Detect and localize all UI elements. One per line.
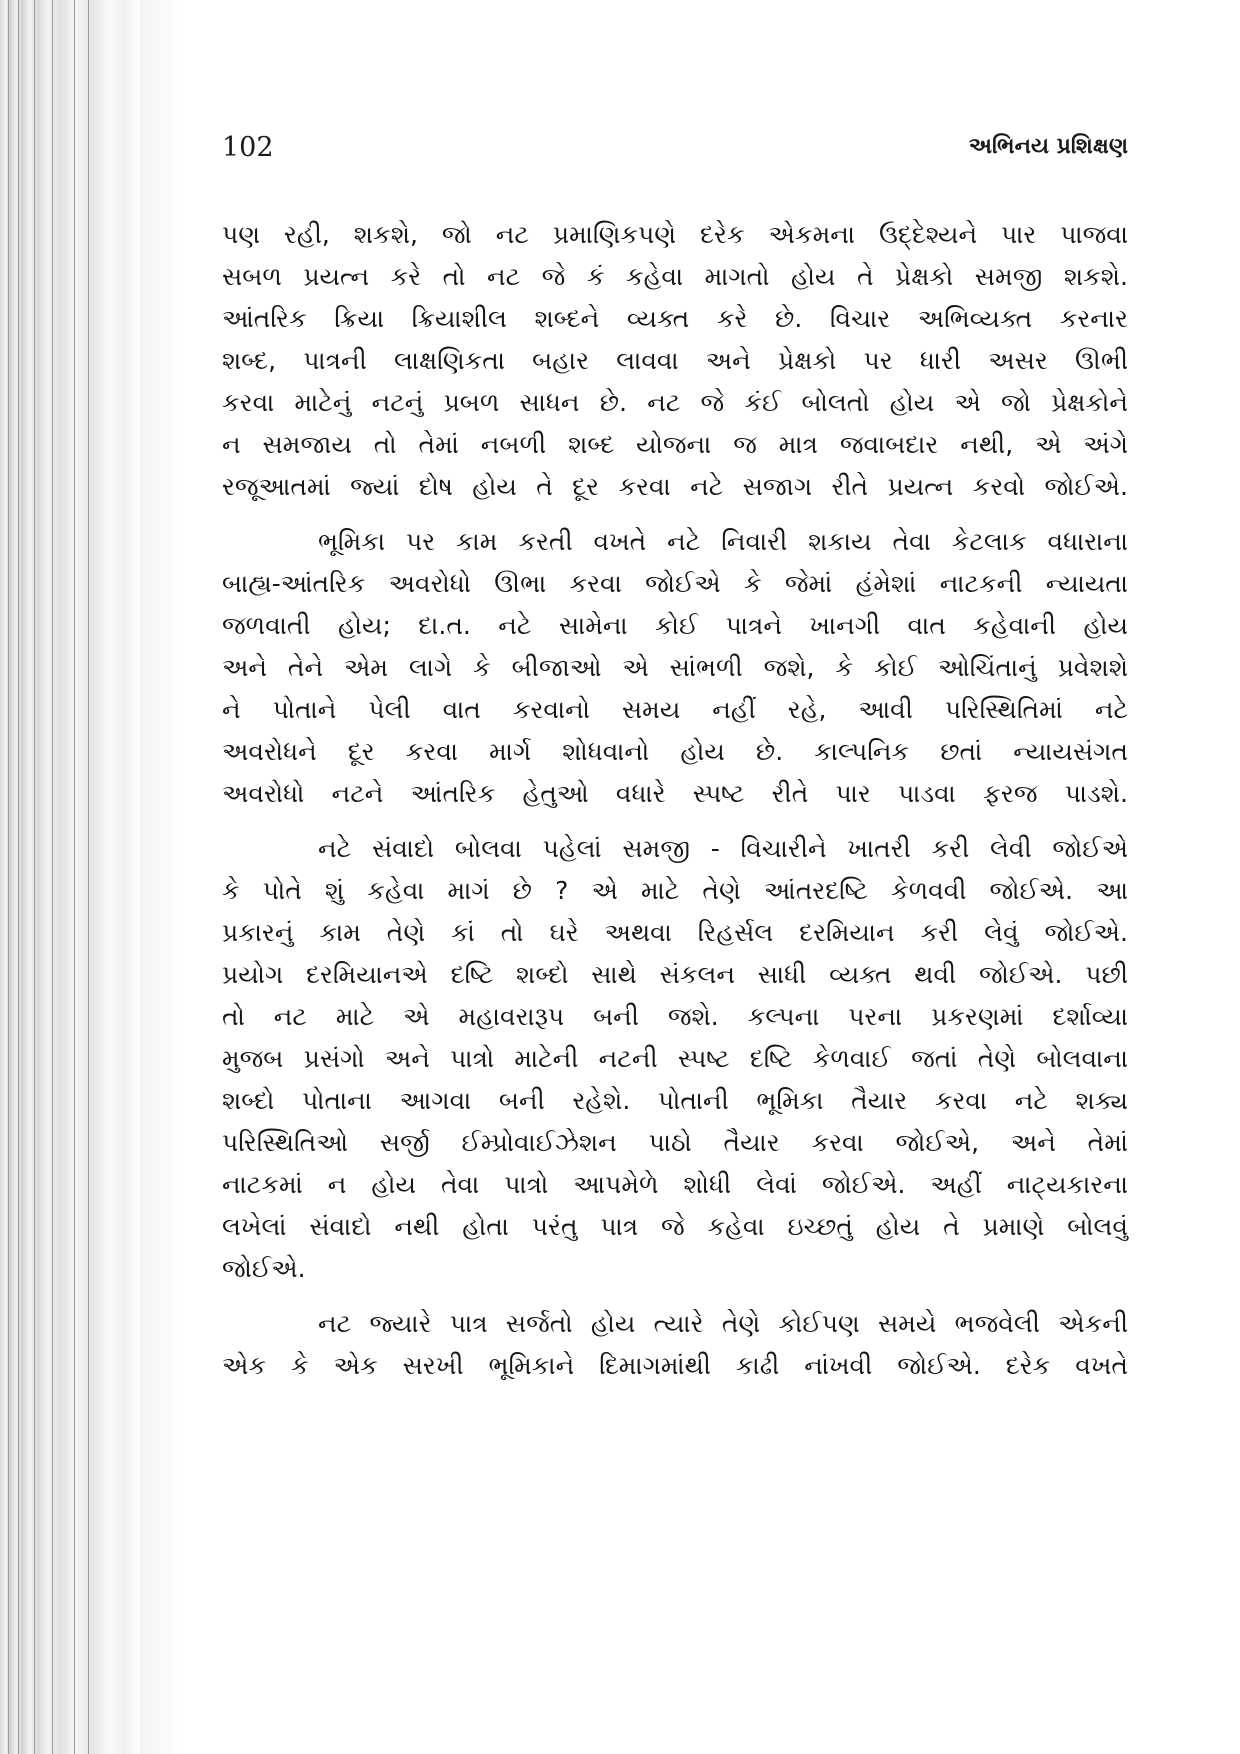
paragraph-4 [222,1303,1128,1387]
text-line: કે પોતે શું કહેવા માગં છે ? એ માટે તેણે આંતરદષ્ટિ કેળવવી જોઈએ. આ [222,876,1128,905]
text-line: આંતરિક ક્રિયા ક્રિયાશીલ શબ્દને વ્યક્ત કરે છે. વિચાર અભિવ્યક્ત કરનાર [222,304,1128,333]
text-line: અવરોધો નટને આંતરિક હેતુઓ વધારે સ્પષ્ટ રીતે પાર પાડવા ફરજ પાડશે. [222,779,1128,808]
text-line: શબ્દો પોતાના આગવા બની રહેશે. પોતાની ભૂમિકા તૈયાર કરવા નટે શક્ય [222,1086,1128,1115]
paragraph-gap [222,1290,1128,1303]
text-line: પ્રયોગ દરમિયાનએ દષ્ટિ શબ્દો સાથે સંકલન સાધી વ્યક્ત થવી જોઈએ. પછી [222,960,1128,989]
text-line: ન સમજાય તો તેમાં નબળી શબ્દ યોજના જ માત્ર જવાબદાર નથી, એ અંગે [222,430,1128,459]
text-line: અવરોધને દૂર કરવા માર્ગ શોધવાનો હોય છે. કાલ્પનિક છતાં ન્યાયસંગત [222,737,1128,766]
text-line: લખેલાં સંવાદો નથી હોતા પરંતુ પાત્ર જે કહેવા ઇચ્છતું હોય તે પ્રમાણે બોલવું [222,1212,1128,1241]
text-line: એક કે એક સરખી ભૂમિકાને દિમાગમાંથી કાઢી નાંખવી જોઈએ. દરેક વખતે [222,1351,1128,1380]
running-title: અભિનય પ્રશિક્ષણ [968,134,1128,159]
page-edge-line [74,0,75,1754]
paragraph-2 [222,521,1128,815]
text-line: નટે સંવાદો બોલવા પહેલાં સમજી - વિચારીને ખાતરી કરી લેવી જોઈએ [318,834,1128,863]
page-edge-line [34,0,35,1754]
text-line: અને તેને એમ લાગે કે બીજાઓ એ સાંભળી જશે, કે કોઈ ઓચિંતાનું પ્રવેશશે [222,653,1128,682]
body-text [222,214,1128,1387]
text-line: સબળ પ્રયત્ન કરે તો નટ જે કં કહેવા માગતો હોય તે પ્રેક્ષકો સમજી શકશે. [222,262,1128,291]
text-line: નાટકમાં ન હોય તેવા પાત્રો આપમેળે શોધી લેવાં જોઈએ. અહીં નાટ્યકારના [222,1170,1128,1199]
text-line: પણ રહી, શકશે, જો નટ પ્રમાણિકપણે દરેક એકમના ઉદ્દેશ્યને પાર પાજવા [222,220,1128,249]
text-line: નટ જ્યારે પાત્ર સર્જતો હોય ત્યારે તેણે કોઈપણ સમયે ભજવેલી એકની [318,1309,1128,1338]
text-line: ને પોતાને પેલી વાત કરવાનો સમય નહીં રહે, આવી પરિસ્થિતિમાં નટે [222,695,1128,724]
text-line: મુજબ પ્રસંગો અને પાત્રો માટેની નટની સ્પષ્ટ દષ્ટિ કેળવાઈ જતાં તેણે બોલવાના [222,1044,1128,1073]
running-head [222,132,1128,172]
text-line: રજૂઆતમાં જ્યાં દોષ હોય તે દૂર કરવા નટે સજાગ રીતે પ્રયત્ન કરવો જોઈએ. [222,472,1128,501]
text-line: બાહ્ય-આંતરિક અવરોધો ઊભા કરવા જોઈએ કે જેમાં હંમેશાં નાટકની ન્યાયતા [222,569,1128,598]
page-number: 102 [222,132,274,163]
text-line: શબ્દ, પાત્રની લાક્ષણિકતા બહાર લાવવા અને પ્રેક્ષકો પર ધારી અસર ઊભી [222,346,1128,375]
text-line: તો નટ માટે એ મહાવરારૂપ બની જશે. કલ્પના પરના પ્રકરણમાં દર્શાવ્યા [222,1002,1128,1031]
page-edge-line [18,0,19,1754]
paragraph-1 [222,214,1128,508]
paragraph-gap [222,508,1128,521]
text-line: કરવા માટેનું નટનું પ્રબળ સાધન છે. નટ જે કંઈ બોલતો હોય એ જો પ્રેક્ષકોને [222,388,1128,417]
page-edge-line [88,0,89,1754]
text-line: ભૂમિકા પર કામ કરતી વખતે નટે નિવારી શકાય તેવા કેટલાક વધારાના [318,527,1128,556]
page-edge-line [8,0,9,1754]
paragraph-3 [222,828,1128,1290]
text-line: પરિસ્થિતિઓ સર્જી ઈમ્પ્રોવાઈઝેશન પાઠો તૈયાર કરવા જોઈએ, અને તેમાં [222,1128,1128,1157]
text-line: જળવાતી હોય; દા.ત. નટે સામેના કોઈ પાત્રને ખાનગી વાત કહેવાની હોય [222,611,1128,640]
page-edge-line [52,0,53,1754]
book-page-stack [0,0,140,1754]
text-line: જોઈએ. [222,1254,306,1283]
text-line: પ્રકારનું કામ તેણે કાં તો ઘરે અથવા રિહર્સલ દરમિયાન કરી લેવું જોઈએ. [222,918,1128,947]
paragraph-gap [222,815,1128,828]
